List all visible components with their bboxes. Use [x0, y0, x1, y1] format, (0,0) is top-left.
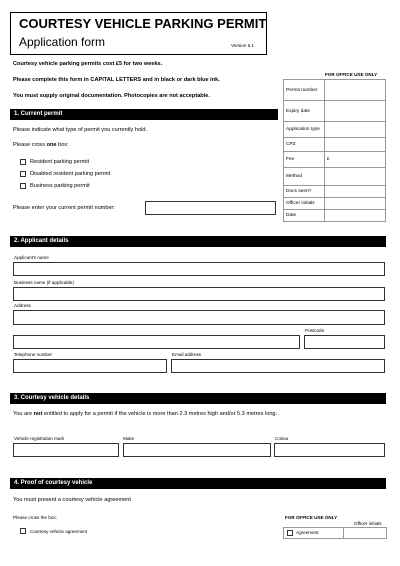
- make-input[interactable]: [123, 443, 271, 457]
- office-label: Method: [284, 168, 325, 186]
- resident-permit-label: Resident parking permit: [30, 159, 90, 165]
- agreement-office-divider: [343, 527, 344, 539]
- current-permit-number-label: Please enter your current permit number:: [13, 205, 115, 211]
- business-permit-checkbox[interactable]: [20, 183, 26, 189]
- email-label: Email address: [172, 352, 202, 357]
- address-input-line-2[interactable]: [13, 335, 300, 349]
- office-row: [284, 210, 386, 222]
- email-input[interactable]: [171, 359, 385, 373]
- office-value[interactable]: £: [325, 152, 386, 168]
- business-name-label: Business name (if applicable): [14, 280, 75, 285]
- office-value[interactable]: [325, 80, 386, 101]
- section-1-instruction: Please indicate what type of permit you currently hold.: [13, 127, 148, 133]
- resident-permit-checkbox[interactable]: [20, 159, 26, 165]
- cross-note-suffix: box:: [56, 142, 69, 148]
- form-title: COURTESY VEHICLE PARKING PERMIT: [19, 16, 267, 31]
- applicant-name-label: Applicant's name: [14, 255, 49, 260]
- vehicle-size-notice: [13, 411, 277, 417]
- office-use-table: [283, 79, 386, 222]
- telephone-input[interactable]: [13, 359, 167, 373]
- address-input-line-1[interactable]: [13, 310, 385, 325]
- cross-note-prefix: Please cross: [13, 142, 47, 148]
- office-value[interactable]: [325, 210, 386, 222]
- office-row: [284, 101, 386, 122]
- office-value[interactable]: [325, 198, 386, 210]
- office-row: [284, 138, 386, 152]
- section-4-header: 4. Proof of courtesy vehicle: [10, 478, 386, 489]
- agreement-office-label: Agreement: [296, 530, 319, 535]
- intro-documentation: You must supply original documentation. Photocopies are not acceptable.: [13, 93, 210, 99]
- current-permit-number-input[interactable]: [145, 201, 276, 215]
- courtesy-agreement-checkbox[interactable]: [20, 528, 26, 534]
- colour-label: Colour: [275, 436, 289, 441]
- disabled-permit-label: Disabled resident parking permit: [30, 171, 111, 177]
- courtesy-agreement-label: Courtesy vehicle agreement: [30, 529, 88, 534]
- office-row: [284, 198, 386, 210]
- disabled-permit-checkbox[interactable]: [20, 171, 26, 177]
- telephone-label: Telephone number: [14, 352, 53, 357]
- office-value[interactable]: [325, 168, 386, 186]
- vehicle-notice-bold: not: [33, 411, 43, 417]
- proof-cross-label: Please cross the box:: [13, 515, 57, 520]
- officer-initials-label: Officer initials: [354, 521, 382, 526]
- intro-capitals: Please complete this form in CAPITAL LETTERS and in black or dark blue ink.: [13, 77, 220, 83]
- vehicle-notice-prefix: You are: [13, 411, 34, 417]
- postcode-label: Postcode: [305, 328, 325, 333]
- office-label: CPZ: [284, 138, 325, 152]
- make-label: Make: [123, 436, 135, 441]
- office-row: [284, 152, 386, 168]
- agreement-office-checkbox[interactable]: [287, 530, 293, 536]
- colour-input[interactable]: [274, 443, 385, 457]
- office-label: Permit number: [284, 80, 325, 101]
- office-value[interactable]: [325, 101, 386, 122]
- office-use-heading-2: FOR OFFICE USE ONLY: [285, 515, 338, 520]
- section-3-header: 3. Courtesy vehicle details: [10, 393, 386, 404]
- office-row: [284, 122, 386, 138]
- office-label: Date: [284, 210, 325, 222]
- office-row: [284, 80, 386, 101]
- section-2-header: 2. Applicant details: [10, 236, 386, 247]
- vehicle-notice-suffix: entitled to apply for a permit if the vehicle is more than 2.3 metres high and/or 5.3 metres long.: [42, 411, 278, 417]
- business-name-input[interactable]: [13, 287, 385, 301]
- section-1-header: 1. Current permit: [10, 109, 278, 120]
- section-1-cross-note: [13, 142, 69, 148]
- cross-note-bold: one: [46, 142, 57, 148]
- office-label: Application type: [284, 122, 325, 138]
- postcode-input[interactable]: [304, 335, 385, 349]
- address-label: Address: [14, 303, 31, 308]
- office-row: [284, 168, 386, 186]
- registration-input[interactable]: [13, 443, 119, 457]
- office-value[interactable]: [325, 186, 386, 198]
- version-label: Version 6.1: [231, 43, 254, 48]
- form-subtitle: Application form: [19, 35, 106, 49]
- proof-instruction: You must present a courtesy vehicle agreement: [13, 497, 131, 503]
- registration-label: Vehicle registration mark: [14, 436, 65, 441]
- office-value[interactable]: [325, 138, 386, 152]
- header-box: [10, 12, 267, 55]
- office-use-heading: FOR OFFICE USE ONLY: [325, 72, 378, 77]
- intro-fee: Courtesy vehicle parking permits cost £5 for two weeks.: [13, 61, 163, 67]
- applicant-name-input[interactable]: [13, 262, 385, 276]
- office-value[interactable]: [325, 122, 386, 138]
- office-label: Expiry date: [284, 101, 325, 122]
- office-label: Officer initials: [284, 198, 325, 210]
- office-row: [284, 186, 386, 198]
- office-label: Docs seen?: [284, 186, 325, 198]
- business-permit-label: Business parking permit: [30, 183, 90, 189]
- office-label: Fee: [284, 152, 325, 168]
